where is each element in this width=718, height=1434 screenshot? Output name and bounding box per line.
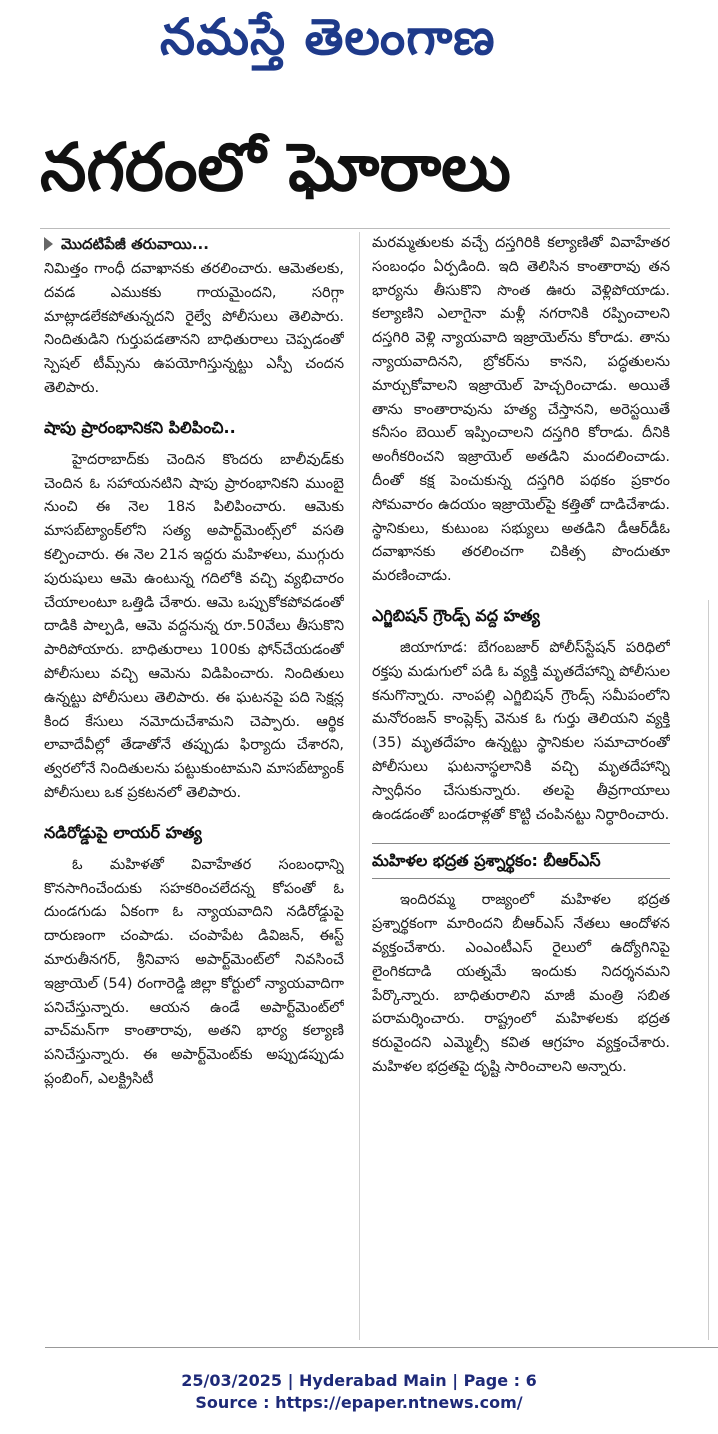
adjacent-page-edge (708, 600, 718, 1340)
boxed-subheading: మహిళల భద్రత ప్రశ్నార్థకం: బీఆర్ఎస్ (372, 843, 670, 879)
article-paragraph: జియాగూడ: బేగంబజార్ పోలీస్‌స్టేషన్ పరిధిలో రక్తపు మడుగులో పడి ఓ వ్యక్తి మృతదేహాన్ని పోలీసుల కనుగొన్నారు. నాంపల్లి ఎగ్జిబిషన్ గ్రౌండ్స్ సమీపంలోని మనోరంజన్ కాంప్లెక్స్ వెనుక ఓ గుర్తు తెలియని వ్యక్తి (35) మృతదేహం ఉన్నట్టు స్థానికుల సమాచారంతో పోలీసులు ఘటనాస్థలానికి వచ్చి మృతదేహాన్ని స్వాధీనం చేసుకున్నారు. తలపై తీవ్రగాయాలు ఉండడంతో బండరాళ్లతో కొట్టి చంపినట్టు నిర్ధారించారు. (372, 639, 670, 823)
left-column (44, 232, 344, 1342)
article-paragraph: హైదరాబాద్‌కు చెందిన కొందరు బాలీవుడ్‌కు చెందిన ఓ సహాయనటిని షాపు ప్రారంభానికని ముంబై నుంచి ఈ నెల 18న పిలిపించారు. ఆమెకు మాసబ్‌ట్యాంక్‌లోని సత్య అపార్ట్‌మెంట్స్‌లో వసతి కల్పించారు. ఈ నెల 21న ఇద్దరు మహిళలు, ముగ్గురు పురుషులు ఆమె ఉంటున్న గదిలోకి వచ్చి వ్యభిచారం చేయాలంటూ ఒత్తిడి చేశారు. ఆమె ఒప్పుకోకపోవడంతో దాడికి పాల్పడి, ఆమె వద్దనున్న రూ.50వేలు తీసుకొని పారిపోయారు. బాధితురాలు 100కు ఫోన్‌చేయడంతో పోలీసులు వచ్చి ఆమెను విడిపించారు. నిందితులు ఉన్నట్టు పోలీసులు తెలిపారు. ఈ ఘటనపై పది సెక్షన్ల కింద కేసులు నమోదుచేశామని చెప్పారు. ఆర్థిక లావాదేవీల్లో తేడాతోనే తప్పుడు ఫిర్యాదు చేశారని, త్వరలోనే నిందితులను పట్టుకుంటామని మాసబ్‌ట్యాంక్ పోలీసులు ఒక ప్రకటనలో తెలిపారు. (44, 451, 344, 801)
footer-divider (45, 1347, 718, 1348)
page-footer (0, 1370, 718, 1414)
masthead-logo: నమస్తే తెలంగాణ (160, 8, 496, 66)
column-divider (359, 232, 360, 1340)
article-paragraph: మరమ్మతులకు వచ్చే దస్తగిరికి కల్యాణితో వివాహేతర సంబంధం ఏర్పడింది. ఇది తెలిసిన కాంతారావు తన భార్యను తీసుకొని సొంత ఊరు వెళ్లిపోయాడు. కల్యాణిని ఎలాగైనా మళ్లీ నగరానికి రప్పించాలని దస్తగిరి వెళ్లి న్యాయవాది ఇజ్రాయెల్‌ను కోరాడు. తాను న్యాయవాదినని, బ్రోకర్‌ను కానని, పద్ధతులను మార్చుకోవాలని ఇజ్రాయెల్ హెచ్చరించాడు. అయితే తాను కాంతారావును హత్య చేస్తానని, అరెస్టయితే కనీసం బెయిల్ ఇప్పించాలని దస్తగిరి కోరాడు. దీనికి అంగీకరించని ఇజ్రాయెల్ అతడిని మందలించాడు. దీంతో కక్ష పెంచుకున్న దస్తగిరి పథకం ప్రకారం సోమవారం ఉదయం ఇజ్రాయెల్‌పై కత్తితో దాడిచేశాడు. స్థానికులు, కుటుంబ సభ్యులు అతడిని డీఆర్‌డీఓ దవాఖానకు తరలించగా చికిత్స పొందుతూ మరణించాడు. (372, 235, 670, 585)
headline-divider (40, 228, 670, 229)
middle-column (372, 232, 670, 1342)
subheading: నడిరోడ్డుపై లాయర్ హత్య (44, 822, 202, 842)
page-headline: నగరంలో ఘోరాలు (40, 129, 511, 206)
chevron-right-icon (44, 237, 53, 251)
source-link[interactable]: Source : https://epaper.ntnews.com/ (195, 1393, 523, 1412)
continuation-kicker (44, 232, 344, 256)
article-paragraph: ఓ మహిళతో వివాహేతర సంబంధాన్ని కొనసాగించేందుకు సహకరించలేదన్న కోపంతో ఓ దుండగుడు ఏకంగా ఓ న్యాయవాదిని నడిరోడ్డుపై దారుణంగా చంపాడు. చంపాపేట డివిజన్, ఈస్ట్ మారుతీనగర్, శ్రీనివాస అపార్ట్‌మెంట్‌లో నివసించే ఇజ్రాయెల్ (54) రంగారెడ్డి జిల్లా కోర్టులో న్యాయవాదిగా పనిచేస్తున్నారు. ఆయన ఉండే అపార్ట్‌మెంట్‌లో వాచ్‌మన్‌గా కాంతారావు, అతని భార్య కల్యాణి పనిచేస్తున్నారు. ఈ అపార్ట్‌మెంట్‌కు అప్పుడప్పుడు ప్లంబింగ్, ఎలక్ట్రిసిటీ (44, 856, 344, 1087)
kicker-label: మొదటిపేజీ తరువాయి... (61, 235, 209, 253)
edition-info: 25/03/2025 | Hyderabad Main | Page : 6 (181, 1371, 537, 1390)
subheading: ఎగ్జిబిషన్ గ్రౌండ్స్ వద్ద హత్య (372, 605, 540, 625)
subheading: షాపు ప్రారంభానికని పిలిపించి.. (44, 417, 236, 437)
article-paragraph: ఇందిరమ్మ రాజ్యంలో మహిళల భద్రత ప్రశ్నార్థకంగా మారిందని బీఆర్ఎస్ నేతలు ఆందోళన వ్యక్తంచేశారు. ఎంఎంటీఎస్ రైలులో ఉద్యోగినిపై లైంగికదాడి యత్నమే ఇందుకు నిదర్శనమని పేర్కొన్నారు. బాధితురాలిని మాజీ మంత్రి సబిత పరామర్శించారు. రాష్ట్రంలో మహిళలకు భద్రత కరువైందని ఎమ్మెల్సీ కవిత ఆగ్రహం వ్యక్తంచేశారు. మహిళల భద్రతపై దృష్టి సారించాలని అన్నారు. (372, 892, 670, 1075)
article-paragraph: నిమిత్తం గాంధీ దవాఖానకు తరలించారు. ఆమెతలకు, దవడ ఎముకకు గాయమైందని, సరిగ్గా మాట్లాడలేకపోతున్నదని రైల్వే పోలీసులు తెలిపారు. నిందితుడిని గుర్తుపడతానని బాధితురాలు చెప్పడంతో స్పెషల్ టీమ్స్‌ను ఉపయోగిస్తున్నట్టు ఎస్పీ చందన తెలిపారు. (44, 261, 344, 396)
